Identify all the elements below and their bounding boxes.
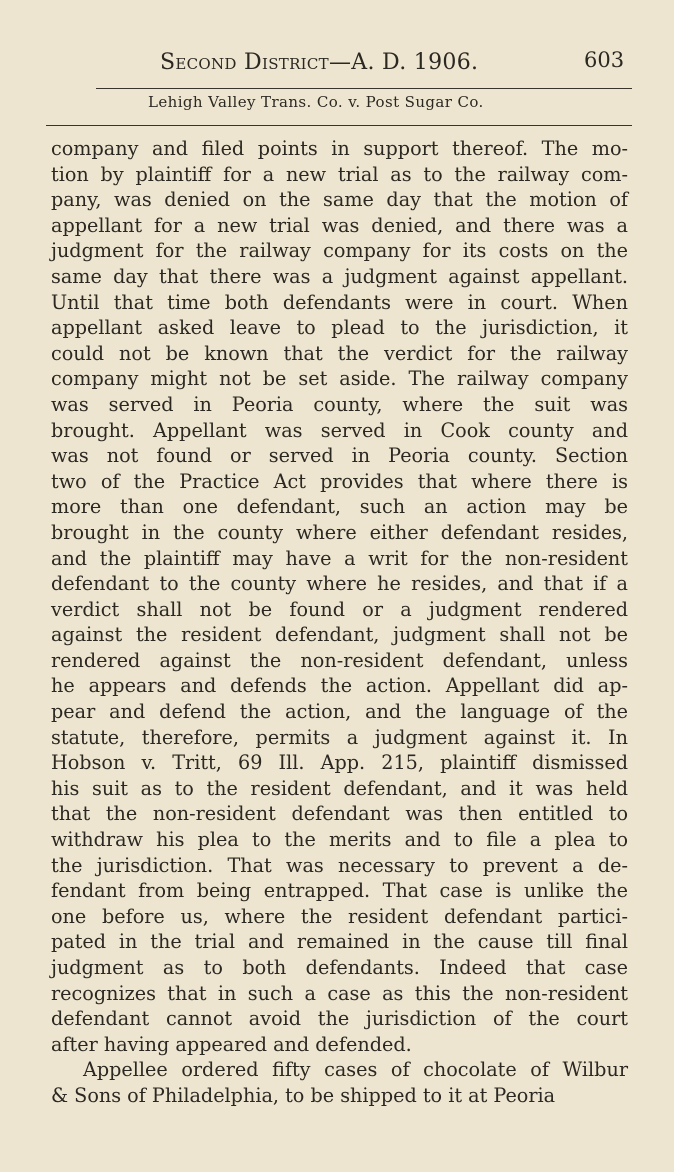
text-line: more than one defendant, such an action may be [51, 495, 628, 519]
text-line: one before us, where the resident defendant partici- [51, 904, 628, 928]
text-line: judgment for the railway company for its costs on the [51, 239, 628, 263]
text-line: appellant for a new trial was denied, and there was a [51, 213, 628, 237]
text-line: he appears and defends the action. Appellant did ap- [51, 674, 628, 698]
text-line: that the non-resident defendant was then entitled to [51, 802, 628, 826]
text-line: verdict shall not be found or a judgment rendered [51, 597, 628, 621]
text-line: pany, was denied on the same day that the motion of [51, 188, 628, 212]
text-line: Until that time both defendants were in court. When [51, 290, 628, 314]
text-line: withdraw his plea to the merits and to file a plea to [51, 828, 628, 852]
text-line: same day that there was a judgment against appellant. [51, 264, 628, 288]
text-line: defendant to the county where he resides, and that if a [51, 572, 628, 596]
text-line: & Sons of Philadelphia, to be shipped to it at Peoria [51, 1083, 556, 1107]
body-text [51, 136, 628, 1109]
text-line: judgment as to both defendants. Indeed that case [51, 956, 628, 979]
text-line: could not be known that the verdict for the railway [51, 341, 628, 365]
running-head: Second District—A. D. 1906. [160, 50, 479, 75]
text-line: against the resident defendant, judgment shall not be [51, 623, 628, 647]
text-line: the jurisdiction. That was necessary to prevent a de- [51, 853, 628, 877]
text-line: Appellee ordered fifty cases of chocolate of Wilbur [83, 1058, 628, 1082]
text-line: defendant cannot avoid the jurisdiction of the court [51, 1007, 628, 1031]
page-number: 603 [584, 48, 625, 72]
text-line: statute, therefore, permits a judgment against it. In [51, 725, 628, 749]
text-line: and the plaintiff may have a writ for the non-resident [51, 546, 628, 570]
text-line: brought in the county where either defendant resides, [51, 520, 628, 544]
text-line: his suit as to the resident defendant, and it was held [51, 776, 628, 800]
text-line: pear and defend the action, and the language of the [51, 700, 628, 724]
text-line: company might not be set aside. The railway company [51, 367, 628, 391]
header-rule-bottom [46, 125, 632, 126]
text-line: appellant asked leave to plead to the jurisdiction, it [51, 316, 628, 340]
text-line: rendered against the non-resident defendant, unless [51, 648, 628, 672]
text-line: recognizes that in such a case as this the non-resident [51, 981, 628, 1005]
case-title: Lehigh Valley Trans. Co. v. Post Sugar Co. [148, 93, 484, 111]
text-line: after having appeared and defended. [51, 1032, 412, 1056]
text-line: Hobson v. Tritt, 69 Ill. App. 215, plaintiff dismissed [51, 751, 628, 775]
text-line: was served in Peoria county, where the suit was [51, 392, 628, 416]
header-rule-top [96, 88, 632, 89]
text-line: pated in the trial and remained in the cause till final [51, 930, 628, 954]
text-line: tion by plaintiff for a new trial as to the railway com- [51, 162, 628, 186]
text-line: company and filed points in support thereof. The mo- [51, 137, 628, 160]
text-line: was not found or served in Peoria county. Section [51, 444, 628, 468]
text-line: brought. Appellant was served in Cook county and [51, 418, 628, 442]
text-line: fendant from being entrapped. That case is unlike the [51, 879, 628, 903]
text-line: two of the Practice Act provides that where there is [51, 469, 628, 493]
